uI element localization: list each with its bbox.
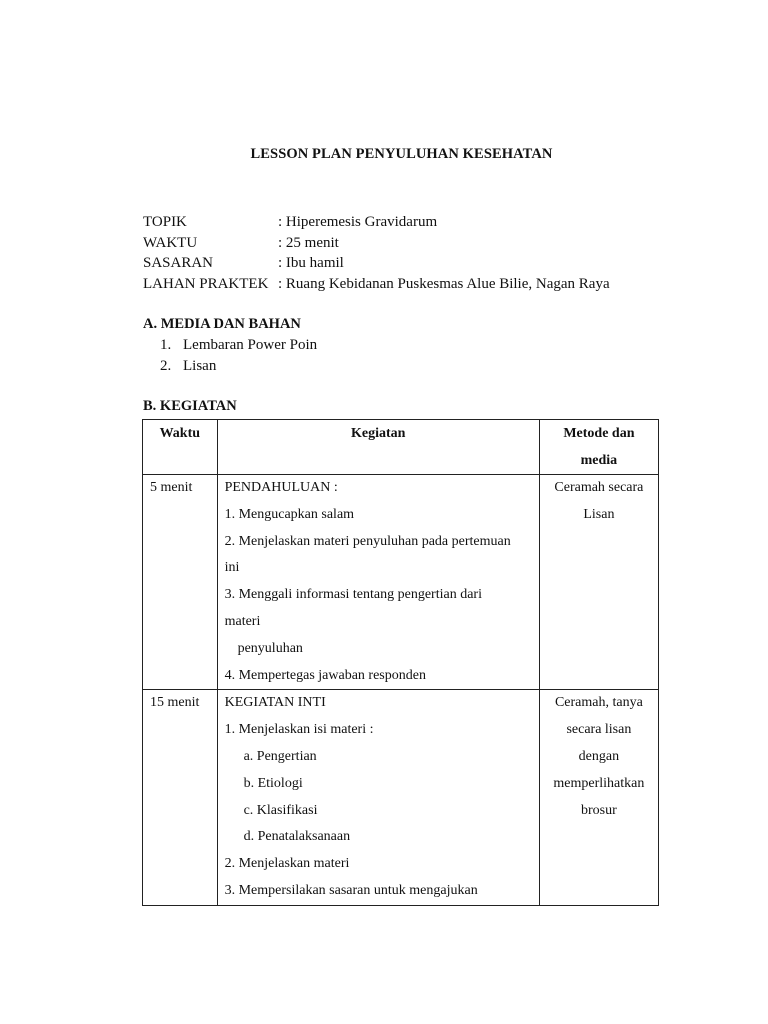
kegiatan-line: PENDAHULUAN :: [224, 480, 338, 495]
section-b-heading: B. KEGIATAN: [143, 398, 237, 414]
header-metode: [539, 420, 658, 475]
list-item-number: 2.: [160, 358, 172, 374]
table-header-row: [143, 420, 659, 475]
info-label: LAHAN PRAKTEK: [143, 276, 269, 293]
cell-metode: [539, 690, 658, 905]
metode-line: secara lisan: [566, 722, 632, 738]
list-item-number: 1.: [160, 337, 172, 353]
info-row-lahan-praktek: [143, 274, 610, 295]
metode-line: Ceramah, tanya: [554, 695, 643, 711]
kegiatan-line: 1. Mengucapkan salam: [224, 506, 355, 522]
header-metode-line1: Metode dan: [563, 426, 635, 441]
kegiatan-line: materi: [224, 613, 261, 629]
header-metode-line2: media: [580, 453, 618, 468]
info-value: : Ibu hamil: [278, 255, 344, 272]
kegiatan-line: b. Etiologi: [243, 775, 303, 791]
section-a-heading: A. MEDIA DAN BAHAN: [143, 316, 301, 332]
list-item: [160, 356, 317, 377]
list-item-text: Lisan: [183, 358, 217, 374]
kegiatan-line: 4. Mempertegas jawaban responden: [224, 667, 426, 683]
list-item: [160, 335, 317, 356]
info-block: [143, 212, 610, 295]
list-item-text: Lembaran Power Poin: [183, 337, 318, 353]
kegiatan-table: [142, 419, 659, 906]
kegiatan-line: 3. Mempersilakan sasaran untuk mengajukan: [224, 882, 478, 898]
kegiatan-line: c. Klasifikasi: [243, 802, 318, 818]
info-label: WAKTU: [143, 234, 198, 251]
kegiatan-line: penyuluhan: [237, 640, 303, 656]
document-title: LESSON PLAN PENYULUHAN KESEHATAN: [250, 146, 553, 162]
header-waktu: Waktu: [143, 420, 218, 475]
metode-line: dengan: [578, 748, 620, 764]
cell-waktu: 15 menit: [143, 690, 218, 905]
media-list: [160, 335, 317, 377]
info-label: SASARAN: [143, 255, 214, 272]
info-value: : Hiperemesis Gravidarum: [278, 214, 438, 230]
table-row: [143, 475, 659, 690]
kegiatan-line: 2. Menjelaskan materi: [224, 856, 350, 872]
info-value: : 25 menit: [278, 234, 339, 251]
kegiatan-line: a. Pengertian: [243, 748, 317, 764]
kegiatan-line: d. Penatalaksanaan: [243, 829, 351, 845]
metode-line: brosur: [581, 802, 617, 818]
info-row-waktu: [143, 233, 610, 254]
header-kegiatan: Kegiatan: [217, 420, 539, 475]
info-row-topik: [143, 212, 610, 233]
metode-line: Lisan: [583, 506, 615, 522]
cell-kegiatan: [217, 690, 539, 905]
kegiatan-line: 3. Menggali informasi tentang pengertian dari: [224, 587, 482, 603]
info-value: : Ruang Kebidanan Puskesmas Alue Bilie, Nagan Raya: [278, 276, 610, 293]
cell-waktu: 5 menit: [143, 475, 218, 690]
cell-kegiatan: [217, 475, 539, 690]
kegiatan-line: KEGIATAN INTI: [224, 695, 326, 711]
info-label: TOPIK: [143, 214, 187, 230]
kegiatan-line: ini: [224, 560, 240, 576]
kegiatan-line: 1. Menjelaskan isi materi :: [224, 722, 374, 738]
table-row: [143, 690, 659, 905]
info-row-sasaran: [143, 253, 610, 274]
kegiatan-line: 2. Menjelaskan materi penyuluhan pada pertemuan: [224, 533, 511, 549]
cell-metode: [539, 475, 658, 690]
metode-line: Ceramah secara: [554, 480, 644, 495]
metode-line: memperlihatkan: [553, 775, 645, 791]
